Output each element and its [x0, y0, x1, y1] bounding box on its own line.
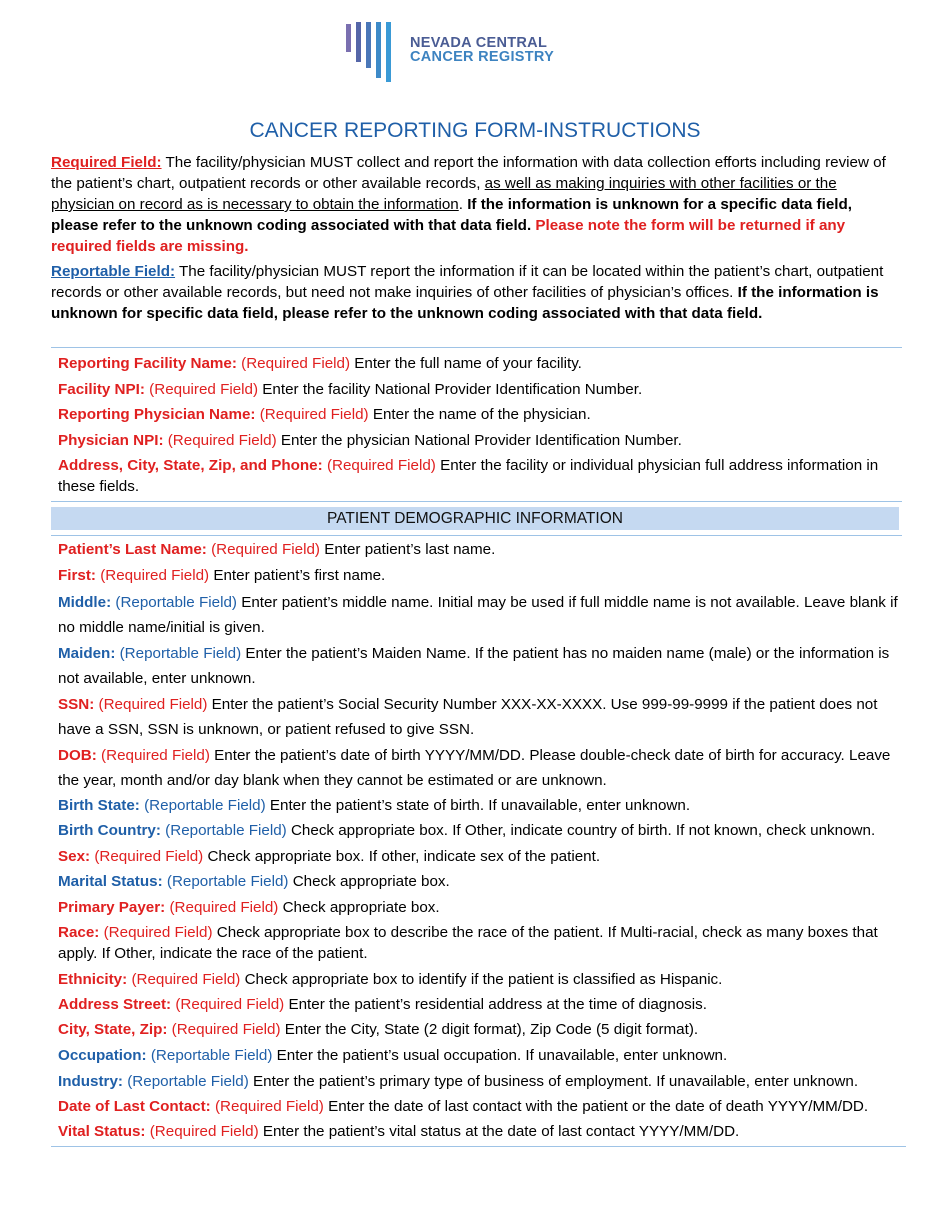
reportable-text: The facility/physician MUST report the information if it can be located within the patient’s chart, outpatient records or other available records, but need not make inquiries of other facilities of physician’s offices. [51, 263, 884, 301]
field-description: Enter the patient’s residential address at the time of diagnosis. [288, 996, 707, 1013]
field-requirement-tag: (Required Field) [259, 406, 369, 423]
field-label: City, State, Zip: [58, 1021, 168, 1038]
field-requirement-tag: (Required Field) [241, 355, 351, 372]
field-instruction [58, 743, 903, 793]
field-label: Industry: [58, 1073, 123, 1090]
field-instruction [58, 1096, 908, 1117]
field-requirement-tag: (Required Field) [167, 432, 277, 449]
logo-bars-icon [344, 20, 404, 84]
field-requirement-tag: (Required Field) [175, 996, 285, 1013]
field-instruction [58, 455, 888, 497]
field-label: DOB: [58, 747, 97, 764]
field-instruction [58, 641, 903, 691]
field-instruction [58, 969, 908, 990]
field-description: Check appropriate box. [292, 873, 450, 890]
required-text: The facility/physician MUST collect and report the information with data collection efforts including review of the patient’s chart, outpatient records or other available records, [51, 154, 886, 192]
field-requirement-tag: (Required Field) [214, 1098, 324, 1115]
field-requirement-tag: (Reportable Field) [165, 822, 287, 839]
field-requirement-tag: (Reportable Field) [166, 873, 289, 890]
field-label: Birth State: [58, 797, 140, 814]
required-field-label: Required Field: [51, 154, 162, 171]
field-instruction [58, 590, 903, 640]
field-requirement-tag: (Reportable Field) [119, 645, 242, 662]
reportable-field-label: Reportable Field: [51, 263, 176, 280]
required-bold-text: If the information is unknown for a specific data field, please refer to the unknown coding associated with that data field. [51, 196, 852, 234]
reportable-bold-text: If the information is unknown for specific data field, please refer to the unknown coding associated with that data field. [51, 284, 879, 322]
field-instruction [58, 353, 908, 374]
field-instruction [58, 922, 888, 964]
field-label: Patient’s Last Name: [58, 541, 207, 558]
field-description: Check appropriate box. [282, 899, 440, 916]
field-description: Enter patient’s last name. [324, 541, 496, 558]
field-requirement-tag: (Required Field) [131, 971, 241, 988]
field-label: Reporting Physician Name: [58, 406, 256, 423]
field-label: Date of Last Contact: [58, 1098, 211, 1115]
field-requirement-tag: (Reportable Field) [115, 594, 237, 611]
field-requirement-tag: (Required Field) [103, 924, 213, 941]
field-description: Check appropriate box. If other, indicate sex of the patient. [207, 848, 601, 865]
field-instruction [58, 565, 908, 586]
field-label: Facility NPI: [58, 381, 145, 398]
field-requirement-tag: (Reportable Field) [127, 1073, 249, 1090]
required-warning-text: Please note the form will be returned if any required fields are missing. [51, 217, 846, 255]
field-description: Enter the City, State (2 digit format), Zip Code (5 digit format). [284, 1021, 699, 1038]
field-label: Vital Status: [58, 1123, 146, 1140]
logo-text [410, 36, 554, 64]
field-label: Primary Payer: [58, 899, 166, 916]
field-instruction [58, 1019, 908, 1040]
field-requirement-tag: (Reportable Field) [150, 1047, 273, 1064]
field-description: Check appropriate box to identify if the patient is classified as Hispanic. [244, 971, 723, 988]
divider [51, 535, 902, 536]
field-description: Enter the facility or individual physician full address information in these fields. [58, 457, 879, 495]
field-requirement-tag: (Required Field) [169, 899, 279, 916]
field-label: Address, City, State, Zip, and Phone: [58, 457, 323, 474]
field-label: Race: [58, 924, 100, 941]
field-instruction [58, 539, 908, 560]
field-description: Check appropriate box to describe the race of the patient. If Multi-racial, check as many boxes that apply. If Other, indicate the race of the patient. [58, 924, 878, 962]
field-description: Enter the physician National Provider Identification Number. [280, 432, 682, 449]
field-label: Reporting Facility Name: [58, 355, 237, 372]
field-instruction [58, 404, 908, 425]
field-instruction [58, 994, 908, 1015]
field-requirement-tag: (Required Field) [149, 381, 259, 398]
field-description: Enter the facility National Provider Identification Number. [262, 381, 643, 398]
field-label: First: [58, 567, 96, 584]
required-underlined-text: as well as making inquiries with other facilities or the physician on record as is necessary to obtain the information [51, 175, 837, 213]
field-label: Address Street: [58, 996, 172, 1013]
field-requirement-tag: (Required Field) [100, 567, 210, 584]
field-label: SSN: [58, 696, 95, 713]
required-field-paragraph [51, 152, 901, 257]
field-description: Enter the patient’s primary type of business of employment. If unavailable, enter unknown. [253, 1073, 859, 1090]
field-requirement-tag: (Reportable Field) [144, 797, 266, 814]
field-requirement-tag: (Required Field) [149, 1123, 259, 1140]
field-label: Middle: [58, 594, 112, 611]
field-description: Enter the full name of your facility. [354, 355, 582, 372]
field-requirement-tag: (Required Field) [171, 1021, 281, 1038]
logo-line-1: NEVADA CENTRAL [410, 35, 548, 51]
field-instruction [58, 1071, 908, 1092]
field-description: Enter patient’s middle name. Initial may be used if full middle name is not available. Leave blank if no middle name/initial is given. [58, 594, 898, 636]
required-text-2: . [458, 196, 468, 213]
field-instruction [58, 897, 908, 918]
field-instruction [58, 1121, 908, 1142]
divider [51, 1146, 906, 1147]
field-instruction [58, 820, 908, 841]
field-description: Enter the patient’s date of birth YYYY/MM/DD. Please double-check date of birth for accuracy. Leave the year, month and/or day blank when they cannot be estimated or are unknown. [58, 747, 891, 789]
field-description: Enter patient’s first name. [213, 567, 386, 584]
field-requirement-tag: (Required Field) [98, 696, 208, 713]
field-label: Ethnicity: [58, 971, 128, 988]
field-label: Occupation: [58, 1047, 147, 1064]
field-label: Sex: [58, 848, 91, 865]
registry-logo [344, 20, 614, 84]
field-label: Birth Country: [58, 822, 161, 839]
field-label: Marital Status: [58, 873, 163, 890]
field-requirement-tag: (Required Field) [326, 457, 436, 474]
field-instruction [58, 430, 908, 451]
divider [51, 347, 902, 348]
divider [51, 501, 902, 502]
field-description: Enter the patient’s state of birth. If unavailable, enter unknown. [269, 797, 691, 814]
field-requirement-tag: (Required Field) [101, 747, 210, 764]
field-instruction [58, 379, 908, 400]
field-description: Enter the patient’s vital status at the date of last contact YYYY/MM/DD. [262, 1123, 740, 1140]
field-description: Check appropriate box. If Other, indicate country of birth. If not known, check unknown. [290, 822, 876, 839]
field-description: Enter the patient’s Social Security Number XXX-XX-XXXX. Use 999-99-9999 if the patient does not have a SSN, SSN is unknown, or patient refused to give SSN. [58, 696, 878, 738]
field-description: Enter the name of the physician. [372, 406, 591, 423]
section-header: PATIENT DEMOGRAPHIC INFORMATION [51, 507, 899, 530]
field-instruction [58, 1045, 908, 1066]
field-label: Physician NPI: [58, 432, 164, 449]
field-requirement-tag: (Required Field) [94, 848, 204, 865]
page-title: CANCER REPORTING FORM-INSTRUCTIONS [249, 119, 701, 142]
field-instruction [58, 871, 908, 892]
field-requirement-tag: (Required Field) [211, 541, 320, 558]
field-instruction [58, 795, 908, 816]
reportable-field-paragraph [51, 261, 901, 324]
field-label: Maiden: [58, 645, 116, 662]
field-instruction [58, 692, 903, 742]
logo-line-2: CANCER REGISTRY [410, 49, 555, 65]
field-instruction [58, 846, 908, 867]
field-description: Enter the patient’s usual occupation. If unavailable, enter unknown. [276, 1047, 728, 1064]
field-description: Enter the date of last contact with the patient or the date of death YYYY/MM/DD. [328, 1098, 869, 1115]
field-description: Enter the patient’s Maiden Name. If the patient has no maiden name (male) or the information is not available, enter unknown. [58, 645, 890, 687]
